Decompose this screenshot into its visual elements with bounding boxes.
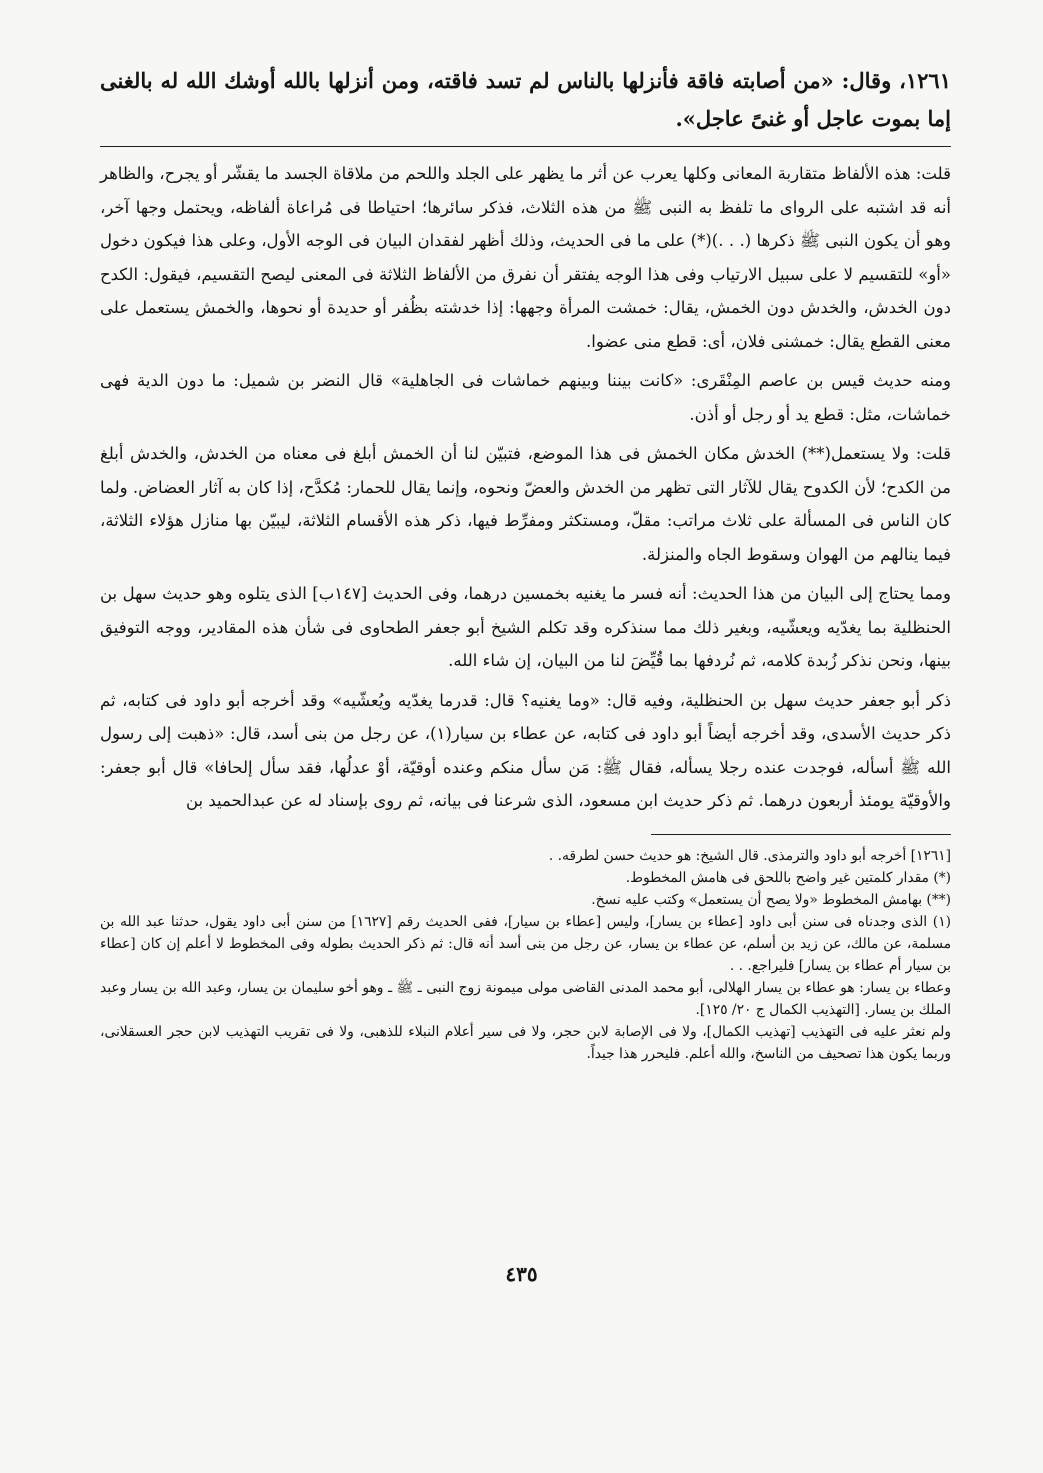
footnote-1: (١) الذى وجدناه فى سنن أبى داود [عطاء بن يسار]، وليس [عطاء بن سيار]، ففى الحديث رقم [١٦٢٧] من سنن أبى داود يقول، حدثنا عبد الله بن مسلمة، عن مالك، عن زيد بن أسلم، عن عطاء بن يسار، عن رجل من بنى أسد أنه قال: ثم ذكر الحديث بطوله وفى المخطوط لا أعلم إن كان [عطاء بن سيار أم عطاء بن يسار] فليراجع. . . — [100, 913, 951, 974]
footnote-divider — [651, 834, 951, 835]
commentary-paragraph-3: قلت: ولا يستعمل(**) الخدش مكان الخمش فى هذا الموضع، فتبيّن لنا أن الخمش أبلغ فى معناه من الخدش، والخدش أبلغ من الكدح؛ لأن الكدوح يقال للآثار التى تظهر من الخدش والعضّ ونحوه، وإنما يقال للحمار: مُكدَّح، إذا كان به آثار العضاض. ولما كان الناس فى المسألة على ثلاث مراتب: مقلّ، ومستكثر ومفرِّط فيها، ذكر هذه الأقسام الثلاثة، ليبيّن بها منازل هؤلاء الثلاثة، فيما ينالهم من الهوان وسقوط الجاه والمنزلة. — [100, 444, 951, 564]
footnote-star: (*) مقدار كلمتين غير واضح باللحق فى هامش المخطوط. — [625, 869, 951, 886]
commentary-paragraph-2: ومنه حديث قيس بن عاصم المِنْقَرى: «كانت بيننا وبينهم خماشات فى الجاهلية» قال النضر بن شميل: ما دون الدية فهى خماشات، مثل: قطع يد أو رجل أو أذن. — [100, 371, 951, 424]
page-number: ٤٣٥ — [505, 1262, 538, 1286]
hadith-body: ، وقال: «من أصابته فاقة فأنزلها بالناس لم تسد فاقته، ومن أنزلها بالله أوشك الله له بالغنى إما بموت عاجل أو غنىً عاجل». — [100, 68, 951, 131]
header-divider — [100, 146, 951, 147]
commentary-paragraph-1: قلت: هذه الألفاظ متقاربة المعانى وكلها يعرب عن أثر ما يظهر على الجلد واللحم من ملاقاة الجسد ما يقشّر أو يجرح، والظاهر أنه قد اشتبه على الرواى ما تلفظ به النبى ﷺ من هذه الثلاث، فذكر سائرها؛ احتياطا فى مُراعاة ألفاظه، ويحتمل وجها آخر، وهو أن يكون النبى ﷺ ذكرها (. . .)(*) على ما فى الحديث، وذلك أظهر لفقدان البيان فى الوجه الأول، وعلى هذا فيكون دخول «أو» للتقسيم لا على سبيل الارتياب وفى هذا الوجه يفتقر أن نفرق من الألفاظ الثلاثة فى المعنى ليصح التقسيم، فيقول: الكدح دون الخدش، والخدش دون الخمش، يقال: خمشت المرأة وجهها: إذا خدشته بظُفر أو حديدة أو نحوها، والخمش يستعمل على معنى القطع يقال: خمشنى فلان، أى: قطع منى عضوا. — [100, 164, 951, 351]
commentary-paragraph-4: ومما يحتاج إلى البيان من هذا الحديث: أنه فسر ما يغنيه بخمسين درهما، وفى الحديث [١٤٧ب] الذى يتلوه وهو حديث سهل بن الحنظلية بما يغدّيه ويعشّيه، وبغير ذلك مما سنذكره وقد تكلم الشيخ أبو جعفر الطحاوى فى شأن هذه المقادير، ووجه التوفيق بينها، ونحن نذكر زُبدة كلامه، ثم نُردفها بما قُيِّضَ لنا من البيان، إن شاء الله. — [100, 584, 951, 670]
footnote-1-continued: وعطاء بن يسار: هو عطاء بن يسار الهلالى، أبو محمد المدنى القاضى مولى ميمونة زوج النبى ـ ﷺ ـ وهو أخو سليمان بن يسار، وعبد الله بن يسار وعبد الملك بن يسار. [التهذيب الكمال ج ٢٠/ ١٢٥]. — [100, 979, 951, 1018]
footnotes — [100, 845, 951, 1065]
hadith-text — [100, 62, 951, 138]
footnote-1261: [١٢٦١] أخرجه أبو داود والترمذى. قال الشيخ: هو حديث حسن لطرقه. . — [548, 847, 951, 864]
footnote-double-star: (**) بهامش المخطوط «ولا يصح أن يستعمل» وكتب عليه نسخ. — [591, 891, 951, 908]
hadith-number: ١٢٦١ — [905, 68, 951, 93]
commentary-paragraph-5: ذكر أبو جعفر حديث سهل بن الحنظلية، وفيه قال: «وما يغنيه؟ قال: قدرما يغدّيه ويُعشّيه» وقد أخرجه أبو داود فى كتابه، ثم ذكر حديث الأسدى، وقد أخرجه أيضاً أبو داود فى كتابه، عن عطاء بن سيار(١)، عن رجل من بنى أسد، قال: «ذهبت إلى رسول الله ﷺ أسأله، فوجدت عنده رجلا يسأله، فقال ﷺ: مَن سأل منكم وعنده أوقيّة، أوْ عدلُها، فقد سأل إلحافا» قال أبو جعفر: والأوقيّة يومئذ أربعون درهما. ثم ذكر حديث ابن مسعود، الذى شرعنا فى بيانه، ثم روى بإسناد له عن عبدالحميد بن — [100, 690, 951, 810]
footnote-1-note: ولم نعثر عليه فى التهذيب [تهذيب الكمال]، ولا فى الإصابة لابن حجر، ولا فى سير أعلام النبلاء للذهبى، ولا فى تقريب التهذيب لابن حجر العسقلانى، وربما يكون هذا تصحيف من الناسخ، والله أعلم. فليحرر هذا جيداً. — [100, 1023, 951, 1062]
